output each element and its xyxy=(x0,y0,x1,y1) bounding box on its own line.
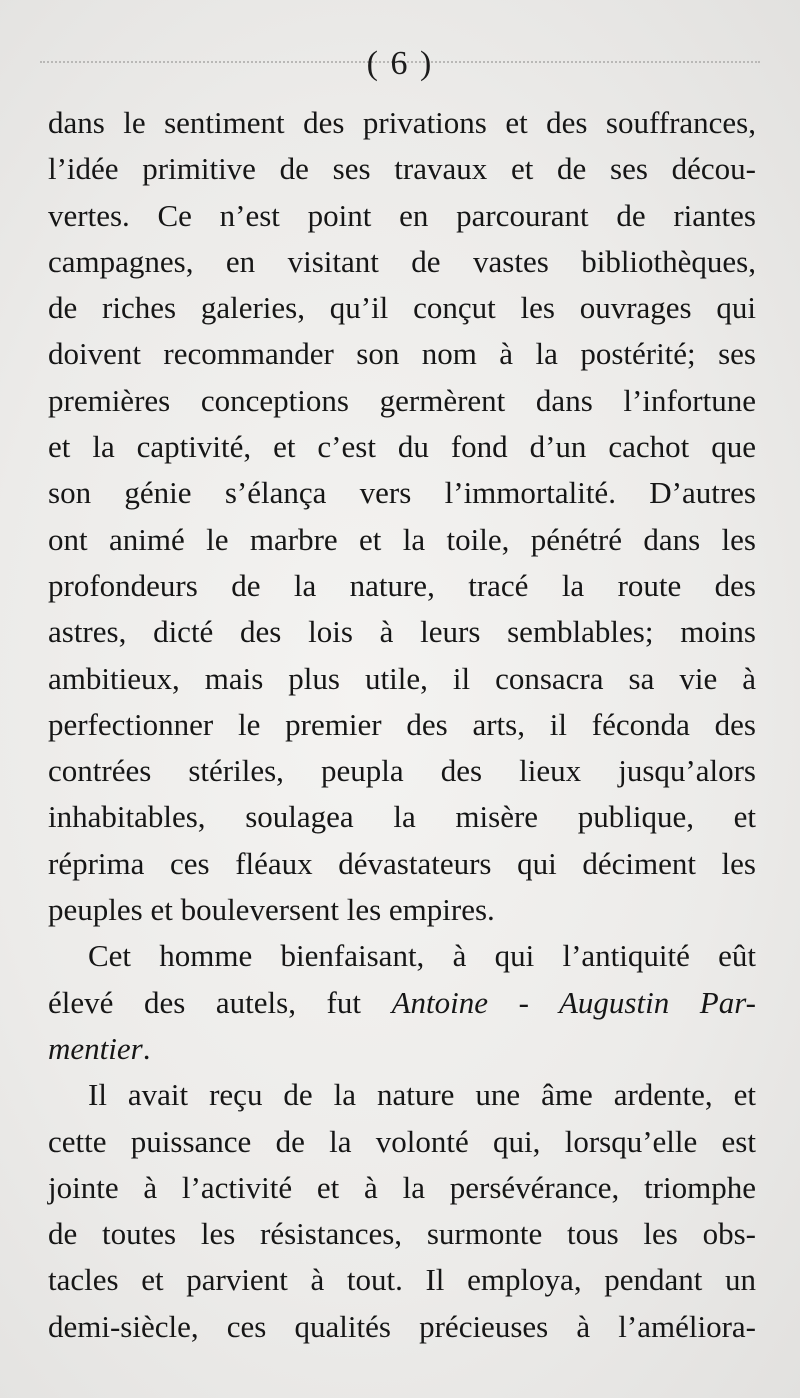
text-line: contrées stériles, peupla des lieux jusqu’alors xyxy=(48,753,756,789)
text-line: vertes. Ce n’est point en parcourant de riantes xyxy=(48,197,756,233)
text-line: premières conceptions germèrent dans l’infortune xyxy=(48,382,756,418)
text-line xyxy=(48,980,756,1026)
text-line: doivent recommander son nom à la postérité; ses xyxy=(48,336,756,372)
text-segment: élevé des autels, fut xyxy=(48,984,392,1020)
text-line xyxy=(48,1026,756,1072)
text-line: tacles et parvient à tout. Il employa, pendant un xyxy=(48,1262,756,1298)
text-segment: . xyxy=(142,1030,151,1066)
text-line: demi-siècle, ces qualités précieuses à l’améliora- xyxy=(48,1308,756,1344)
text-line: réprima ces fléaux dévastateurs qui déciment les xyxy=(48,845,756,881)
person-name: mentier xyxy=(48,1030,143,1066)
text-line: cette puissance de la volonté qui, lorsqu’elle est xyxy=(48,1123,756,1159)
paragraph-1 xyxy=(48,100,756,933)
text-line: profondeurs de la nature, tracé la route des xyxy=(48,567,756,603)
person-name: Antoine - Augustin Par- xyxy=(391,984,756,1020)
text-line: Il avait reçu de la nature une âme ardente, et xyxy=(88,1077,756,1113)
text-line: campagnes, en visitant de vastes bibliothèques, xyxy=(48,243,756,279)
text-line: son génie s’élança vers l’immortalité. D’autres xyxy=(48,475,756,511)
page-number: ( 6 ) xyxy=(366,45,434,82)
paragraph-3 xyxy=(48,1072,756,1350)
text-line: peuples et bouleversent les empires. xyxy=(48,892,495,928)
body-text xyxy=(48,100,756,1350)
text-line: inhabitables, soulagea la misère publique, et xyxy=(48,799,756,835)
text-line: astres, dicté des lois à leurs semblables; moins xyxy=(48,614,756,650)
text-line: l’idée primitive de ses travaux et de ses décou- xyxy=(48,151,756,187)
text-line: dans le sentiment des privations et des souffrances, xyxy=(48,105,756,140)
text-line: ambitieux, mais plus utile, il consacra sa vie à xyxy=(48,660,756,696)
text-line: de toutes les résistances, surmonte tous les obs- xyxy=(48,1216,756,1252)
text-line: ont animé le marbre et la toile, pénétré dans les xyxy=(48,521,756,557)
text-line: perfectionner le premier des arts, il féconda des xyxy=(48,706,756,742)
text-line: et la captivité, et c’est du fond d’un cachot que xyxy=(48,429,756,465)
text-line: de riches galeries, qu’il conçut les ouvrages qui xyxy=(48,290,756,326)
text-line: jointe à l’activité et à la persévérance, triomphe xyxy=(48,1169,756,1205)
paragraph-2 xyxy=(48,933,756,1072)
text-line: Cet homme bienfaisant, à qui l’antiquité eût xyxy=(88,938,756,974)
